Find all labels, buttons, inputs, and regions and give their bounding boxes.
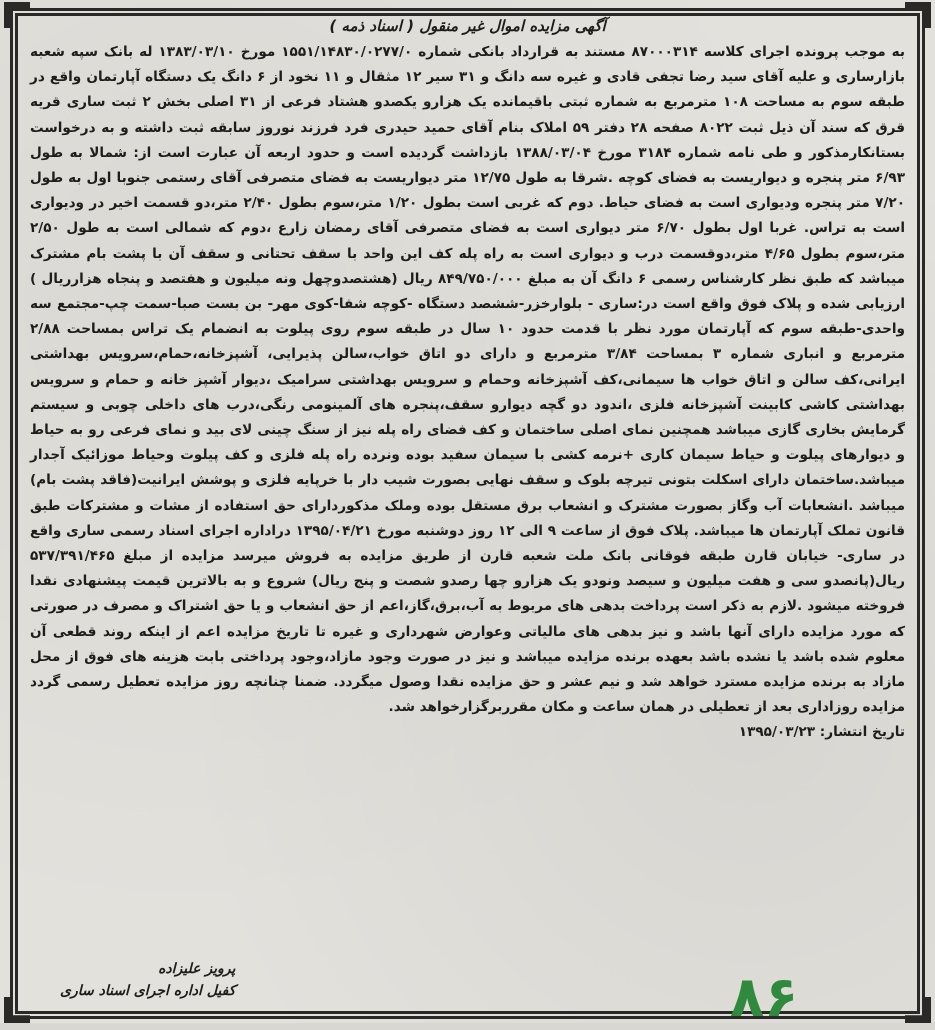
notice-body: به موجب پرونده اجرای کلاسه ۸۷۰۰۰۳۱۴ مستند به قرارداد بانکی شماره ۱۵۵۱/۱۴۸۳۰/۰۲۷۷/۰ مورخ ۱۳۸۳/۰۳/۱۰ له بانک سپه شعبه بازارساری و علیه آقای سید رضا تجفی قادی و غیره سه دانگ و ۳۱ سیر ۱۲ مثقال و ۱۱ نخود از ۶ دانگ یک دستگاه آپارتمان واقع در طبقه سوم به مساحت ۱۰۸ مترمربع به شماره ثبتی باقیمانده یک هزارو یکصدو هشتاد فرعی از ۳۱ اصلی بخش ۲ ثبت ساری قریه قرق که سند آن ذیل ثبت ۸۰۲۲ صفحه ۲۸ دفتر ۵۹ املاک بنام آقای حمید حیدری فرد فرزند نوروز سابقه ثبت داشته و به درخواست بستانکارمذکور و طی نامه شماره ۳۱۸۴ مورخ ۱۳۸۸/۰۳/۰۴ بازداشت گردیده است و حدود اربعه آن عبارت است از: شمالا به طول ۶/۹۳ متر پنجره و دیواریست به فضای کوچه .شرقا به طول ۱۲/۷۵ متر دیواریست به فضای متصرفی آقای رستمی جنوبا اول به طول ۷/۲۰ متر پنجره ودیواری است به فضای حیاط. دوم که غربی است بطول ۱/۲۰ متر،سوم بطول ۲/۴۰ متر،دو قسمت اخیر در ودیواری است به تراس. غربا اول بطول ۶/۷۰ متر دیواری است به فضای متصرفی آقای رمضان زارع ،دوم که شمالی است به طول ۲/۵۰ متر،سوم بطول ۴/۶۵ متر،دوقسمت درب و دیواری است به راه پله کف این واحد با سقف تحتانی و سقف آن با پشت بام مشترک میباشد که طبق نظر کارشناس رسمی ۶ دانگ آن به مبلغ ۸۴۹/۷۵۰/۰۰۰ ریال (هشتصدوچهل ونه میلیون و هفتصد و پنجاه هزارریال ) ارزیابی شده و پلاک فوق واقع است در:ساری - بلوارخزر-ششصد دستگاه -کوچه شفا-کوی مهر- بن بست صبا-سمت چپ-مجتمع سه واحدی-طبقه سوم که آپارتمان مورد نظر با قدمت حدود ۱۰ سال در طبقه سوم روی پیلوت به انضمام یک تراس بمساحت ۲/۸۸ مترمربع و انباری شماره ۳ بمساحت ۳/۸۴ مترمربع و دارای دو اتاق خواب،سالن پذیرایی، آشپزخانه،حمام،سرویس بهداشتی ایرانی،کف سالن و اتاق خواب ها سیمانی،کف آشپزخانه وحمام و سرویس بهداشتی سرامیک ،دیوار آشپز خانه و حمام و سرویس بهداشتی کاشی کابینت آشپزخانه فلزی ،اندود دو گچه دیوارو سقف،پنجره های آلمینومی رنگی،درب های داخلی چوبی و سیستم گرمایش بخاری گازی میباشد همچنین نمای اصلی ساختمان و کف فضای راه پله نیز از سنگ چینی لای بید و نمای فرعی رو به حیاط و دیوارهای پیلوت و حیاط سیمان کاری +نرمه کشی با سیمان سفید بوده ونرده راه پله فلزی و کف پیلوت وحیاط موزائیک آجدار میباشد.ساختمان دارای اسکلت بتونی تیرچه بلوک و سقف نهایی بصورت شیب دار با خرپایه فلزی و پوشش ایرانیت(فاقد پشت بام) میباشد .انشعابات آب وگاز بصورت مشترک و انشعاب برق مستقل بوده وملک مذکوردارای حق استفاده از مشات و مشترکات طبق قانون تملک آپارتمان ها میباشد. پلاک فوق از ساعت ۹ الی ۱۲ روز دوشنبه مورخ ۱۳۹۵/۰۴/۲۱ دراداره اجرای اسناد رسمی ساری واقع در ساری- خیابان قارن طبقه فوقانی بانک ملت شعبه قارن از طریق مزایده به فروش میرسد مزایده از مبلغ ۵۳۷/۳۹۱/۴۶۵ ریال(پانصدو سی و هفت میلیون و سیصد ونودو یک هزارو چها رصدو شصت و پنج ریال) شروع و به بالاترین قیمت پیشنهادی نقدا فروخته میشود .لازم به ذکر است پرداخت بدهی های مربوط به آب،برق،گاز،اعم از حق انشعاب و یا حق اشتراک و مصرف در صورتی که مورد مزایده دارای آنها باشد و نیز بدهی های مالیاتی وعوارض شهرداری و غیره تا تاریخ مزایده اعم از اینکه روند قطعی آن معلوم شده باشد یا نشده باشد بعهده برنده مزایده میباشد و نیز در صورت وجود مازاد،وجود پرداختی بابت هزینه های فوق از محل مازاد به برنده مزایده مسترد خواهد شد و نیم عشر و حق مزایده نقدا وصول میگردد. ضمنا چنانچه روز مزایده تعطیل رسمی گردد مزایده روزاداری بعد از تعطیلی در همان ساعت و مکان مقرربرگزارخواهد شد. (30, 44, 906, 716)
auction-notice (30, 16, 905, 744)
handwritten-number: ۸۶ (730, 965, 799, 1030)
publish-date: تاریخ انتشار: ۱۳۹۵/۰۳/۲۳ (738, 724, 905, 741)
signatory-title: کفیل اداره اجرای اسناد ساری (60, 983, 236, 999)
notice-title: آگهی مزایده اموال غیر منقول ( اسناد ذمه ) (329, 17, 606, 35)
signatory-name: پرویز علیزاده (158, 961, 236, 977)
signature-block (60, 958, 235, 1002)
